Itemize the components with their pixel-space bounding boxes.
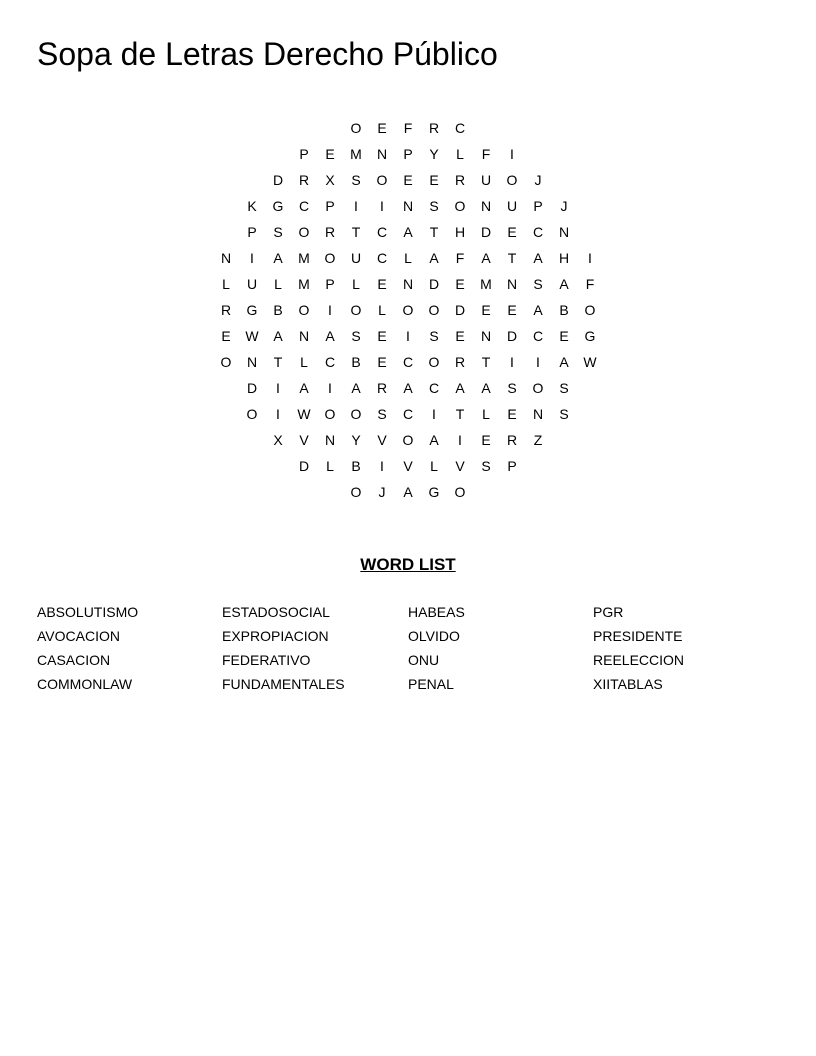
- grid-letter: D: [246, 380, 258, 396]
- grid-letter: L: [274, 276, 282, 292]
- grid-letter: O: [350, 484, 362, 500]
- grid-letter: J: [560, 198, 568, 214]
- grid-letter: I: [406, 328, 410, 344]
- grid-letter: Y: [429, 146, 439, 162]
- word-list-item: COMMONLAW: [37, 676, 133, 692]
- grid-letter: I: [354, 198, 358, 214]
- grid-letter: R: [454, 172, 466, 188]
- grid-letter: C: [428, 380, 440, 396]
- grid-letter: E: [507, 406, 517, 422]
- word-list-column: [222, 600, 345, 696]
- grid-letter: D: [298, 458, 310, 474]
- grid-letter: D: [272, 172, 284, 188]
- grid-letter: L: [456, 146, 464, 162]
- grid-letter: B: [273, 302, 283, 318]
- grid-letter: D: [428, 276, 440, 292]
- grid-letter: P: [507, 458, 517, 474]
- grid-row: [0, 167, 816, 193]
- word-list-item: XIITABLAS: [593, 676, 663, 692]
- grid-letter: I: [276, 380, 280, 396]
- grid-letter: E: [481, 302, 491, 318]
- grid-letter: E: [377, 328, 387, 344]
- grid-letter: A: [351, 380, 361, 396]
- grid-letter: L: [430, 458, 438, 474]
- grid-letter: A: [429, 432, 439, 448]
- grid-letter: I: [510, 146, 514, 162]
- grid-letter: I: [328, 380, 332, 396]
- grid-letter: S: [559, 406, 569, 422]
- grid-letter: I: [328, 302, 332, 318]
- grid-letter: N: [402, 276, 414, 292]
- grid-letter: I: [588, 250, 592, 266]
- grid-letter: E: [221, 328, 231, 344]
- grid-row: [0, 401, 816, 427]
- grid-letter: R: [454, 354, 466, 370]
- grid-letter: E: [455, 328, 465, 344]
- word-list-item: HABEAS: [408, 604, 465, 620]
- word-list-item: OLVIDO: [408, 628, 460, 644]
- grid-letter: O: [428, 302, 440, 318]
- grid-letter: A: [559, 276, 569, 292]
- grid-letter: P: [299, 146, 309, 162]
- grid-letter: D: [506, 328, 518, 344]
- grid-letter: S: [559, 380, 569, 396]
- grid-letter: O: [298, 302, 310, 318]
- grid-letter: E: [559, 328, 569, 344]
- grid-letter: R: [376, 380, 388, 396]
- grid-letter: O: [324, 250, 336, 266]
- grid-letter: B: [351, 354, 361, 370]
- grid-letter: S: [351, 172, 361, 188]
- grid-letter: U: [350, 250, 362, 266]
- grid-letter: O: [350, 302, 362, 318]
- grid-letter: M: [480, 276, 492, 292]
- grid-letter: N: [376, 146, 388, 162]
- grid-letter: C: [454, 120, 466, 136]
- grid-letter: I: [510, 354, 514, 370]
- grid-letter: S: [351, 328, 361, 344]
- grid-letter: N: [480, 198, 492, 214]
- grid-letter: O: [376, 172, 388, 188]
- grid-letter: E: [377, 276, 387, 292]
- grid-letter: L: [300, 354, 308, 370]
- grid-letter: X: [273, 432, 283, 448]
- word-list-item: AVOCACION: [37, 628, 120, 644]
- grid-letter: W: [245, 328, 259, 344]
- grid-row: [0, 479, 816, 505]
- grid-letter: I: [380, 198, 384, 214]
- grid-letter: E: [403, 172, 413, 188]
- word-list-item: ONU: [408, 652, 440, 668]
- page-title: Sopa de Letras Derecho Público: [37, 36, 498, 72]
- word-list-column: [408, 600, 465, 696]
- grid-letter: A: [403, 224, 413, 240]
- grid-letter: R: [298, 172, 310, 188]
- grid-letter: F: [403, 120, 413, 136]
- grid-row: [0, 349, 816, 375]
- grid-row: [0, 141, 816, 167]
- grid-letter: A: [455, 380, 465, 396]
- grid-letter: S: [481, 458, 491, 474]
- grid-letter: P: [247, 224, 257, 240]
- grid-letter: P: [403, 146, 413, 162]
- grid-letter: E: [507, 224, 517, 240]
- grid-row: [0, 297, 816, 323]
- grid-letter: A: [533, 250, 543, 266]
- grid-letter: B: [559, 302, 569, 318]
- grid-letter: G: [584, 328, 596, 344]
- grid-row: [0, 271, 816, 297]
- grid-letter: S: [507, 380, 517, 396]
- grid-letter: O: [402, 432, 414, 448]
- grid-letter: K: [247, 198, 257, 214]
- grid-letter: H: [558, 250, 570, 266]
- grid-letter: O: [454, 484, 466, 500]
- word-list-item: ABSOLUTISMO: [37, 604, 139, 620]
- grid-letter: O: [584, 302, 596, 318]
- grid-letter: U: [480, 172, 492, 188]
- grid-row: [0, 245, 816, 271]
- grid-letter: C: [532, 328, 544, 344]
- grid-letter: F: [455, 250, 465, 266]
- grid-letter: N: [480, 328, 492, 344]
- grid-letter: A: [533, 302, 543, 318]
- grid-letter: S: [429, 198, 439, 214]
- grid-letter: S: [273, 224, 283, 240]
- grid-letter: B: [351, 458, 361, 474]
- grid-row: [0, 193, 816, 219]
- grid-letter: E: [377, 120, 387, 136]
- grid-letter: L: [326, 458, 334, 474]
- grid-letter: L: [404, 250, 412, 266]
- grid-letter: A: [299, 380, 309, 396]
- grid-letter: O: [246, 406, 258, 422]
- grid-letter: T: [507, 250, 517, 266]
- grid-letter: T: [429, 224, 439, 240]
- grid-row: [0, 323, 816, 349]
- grid-letter: E: [481, 432, 491, 448]
- grid-letter: A: [481, 250, 491, 266]
- grid-letter: W: [297, 406, 311, 422]
- grid-letter: I: [276, 406, 280, 422]
- grid-letter: A: [481, 380, 491, 396]
- grid-letter: P: [533, 198, 543, 214]
- grid-letter: D: [480, 224, 492, 240]
- grid-letter: O: [350, 406, 362, 422]
- word-list-item: CASACION: [37, 652, 111, 668]
- grid-letter: O: [298, 224, 310, 240]
- grid-letter: V: [377, 432, 387, 448]
- grid-letter: N: [532, 406, 544, 422]
- grid-row: [0, 427, 816, 453]
- grid-letter: R: [220, 302, 232, 318]
- grid-letter: C: [376, 224, 388, 240]
- grid-letter: G: [272, 198, 284, 214]
- word-list-item: PENAL: [408, 676, 454, 692]
- grid-letter: M: [350, 146, 362, 162]
- grid-letter: P: [325, 198, 335, 214]
- grid-letter: O: [402, 302, 414, 318]
- word-list-item: EXPROPIACION: [222, 628, 329, 644]
- grid-letter: E: [429, 172, 439, 188]
- grid-letter: E: [377, 354, 387, 370]
- grid-letter: O: [220, 354, 232, 370]
- grid-letter: W: [583, 354, 597, 370]
- word-search-grid: [0, 115, 816, 505]
- grid-letter: G: [428, 484, 440, 500]
- grid-letter: S: [377, 406, 387, 422]
- grid-letter: M: [298, 276, 310, 292]
- word-list-item: FEDERATIVO: [222, 652, 311, 668]
- grid-letter: T: [351, 224, 361, 240]
- grid-letter: X: [325, 172, 335, 188]
- grid-letter: R: [324, 224, 336, 240]
- grid-letter: Z: [533, 432, 543, 448]
- grid-letter: A: [559, 354, 569, 370]
- grid-letter: C: [402, 354, 414, 370]
- grid-letter: P: [325, 276, 335, 292]
- grid-letter: U: [506, 198, 518, 214]
- grid-letter: A: [325, 328, 335, 344]
- grid-letter: T: [273, 354, 283, 370]
- word-list-item: PRESIDENTE: [593, 628, 683, 644]
- grid-letter: A: [273, 328, 283, 344]
- grid-letter: C: [532, 224, 544, 240]
- grid-letter: M: [298, 250, 310, 266]
- grid-letter: L: [378, 302, 386, 318]
- grid-letter: A: [403, 380, 413, 396]
- grid-letter: U: [246, 276, 258, 292]
- grid-row: [0, 115, 816, 141]
- grid-letter: O: [324, 406, 336, 422]
- grid-letter: O: [454, 198, 466, 214]
- grid-letter: J: [378, 484, 386, 500]
- grid-letter: I: [380, 458, 384, 474]
- grid-letter: L: [222, 276, 230, 292]
- grid-letter: N: [298, 328, 310, 344]
- grid-letter: N: [324, 432, 336, 448]
- grid-letter: L: [482, 406, 490, 422]
- grid-letter: A: [403, 484, 413, 500]
- grid-letter: C: [298, 198, 310, 214]
- grid-letter: V: [455, 458, 465, 474]
- grid-row: [0, 219, 816, 245]
- grid-letter: N: [246, 354, 258, 370]
- grid-letter: F: [585, 276, 595, 292]
- grid-letter: H: [454, 224, 466, 240]
- grid-letter: Y: [351, 432, 361, 448]
- grid-letter: O: [532, 380, 544, 396]
- grid-letter: E: [325, 146, 335, 162]
- grid-letter: I: [458, 432, 462, 448]
- grid-letter: C: [402, 406, 414, 422]
- grid-letter: C: [376, 250, 388, 266]
- grid-letter: O: [506, 172, 518, 188]
- grid-letter: R: [506, 432, 518, 448]
- grid-letter: E: [507, 302, 517, 318]
- grid-letter: N: [558, 224, 570, 240]
- grid-letter: I: [432, 406, 436, 422]
- grid-letter: L: [352, 276, 360, 292]
- word-list-column: [37, 600, 138, 696]
- word-list-column: [593, 600, 684, 696]
- grid-letter: D: [454, 302, 466, 318]
- grid-letter: G: [246, 302, 258, 318]
- grid-letter: N: [402, 198, 414, 214]
- grid-letter: E: [455, 276, 465, 292]
- grid-letter: N: [220, 250, 232, 266]
- grid-letter: I: [536, 354, 540, 370]
- grid-letter: O: [350, 120, 362, 136]
- word-list-item: PGR: [593, 604, 624, 620]
- grid-letter: A: [273, 250, 283, 266]
- word-list-item: REELECCION: [593, 652, 685, 668]
- word-list-item: ESTADOSOCIAL: [222, 604, 330, 620]
- grid-letter: O: [428, 354, 440, 370]
- grid-letter: V: [299, 432, 309, 448]
- grid-letter: F: [481, 146, 491, 162]
- grid-letter: T: [481, 354, 491, 370]
- grid-letter: A: [429, 250, 439, 266]
- grid-letter: V: [403, 458, 413, 474]
- word-list-heading: WORD LIST: [360, 555, 456, 574]
- word-list-item: FUNDAMENTALES: [222, 676, 345, 692]
- grid-row: [0, 375, 816, 401]
- grid-letter: N: [506, 276, 518, 292]
- grid-letter: S: [533, 276, 543, 292]
- grid-row: [0, 453, 816, 479]
- grid-letter: J: [534, 172, 542, 188]
- grid-letter: C: [324, 354, 336, 370]
- grid-letter: I: [250, 250, 254, 266]
- grid-letter: R: [428, 120, 440, 136]
- grid-letter: S: [429, 328, 439, 344]
- grid-letter: T: [455, 406, 465, 422]
